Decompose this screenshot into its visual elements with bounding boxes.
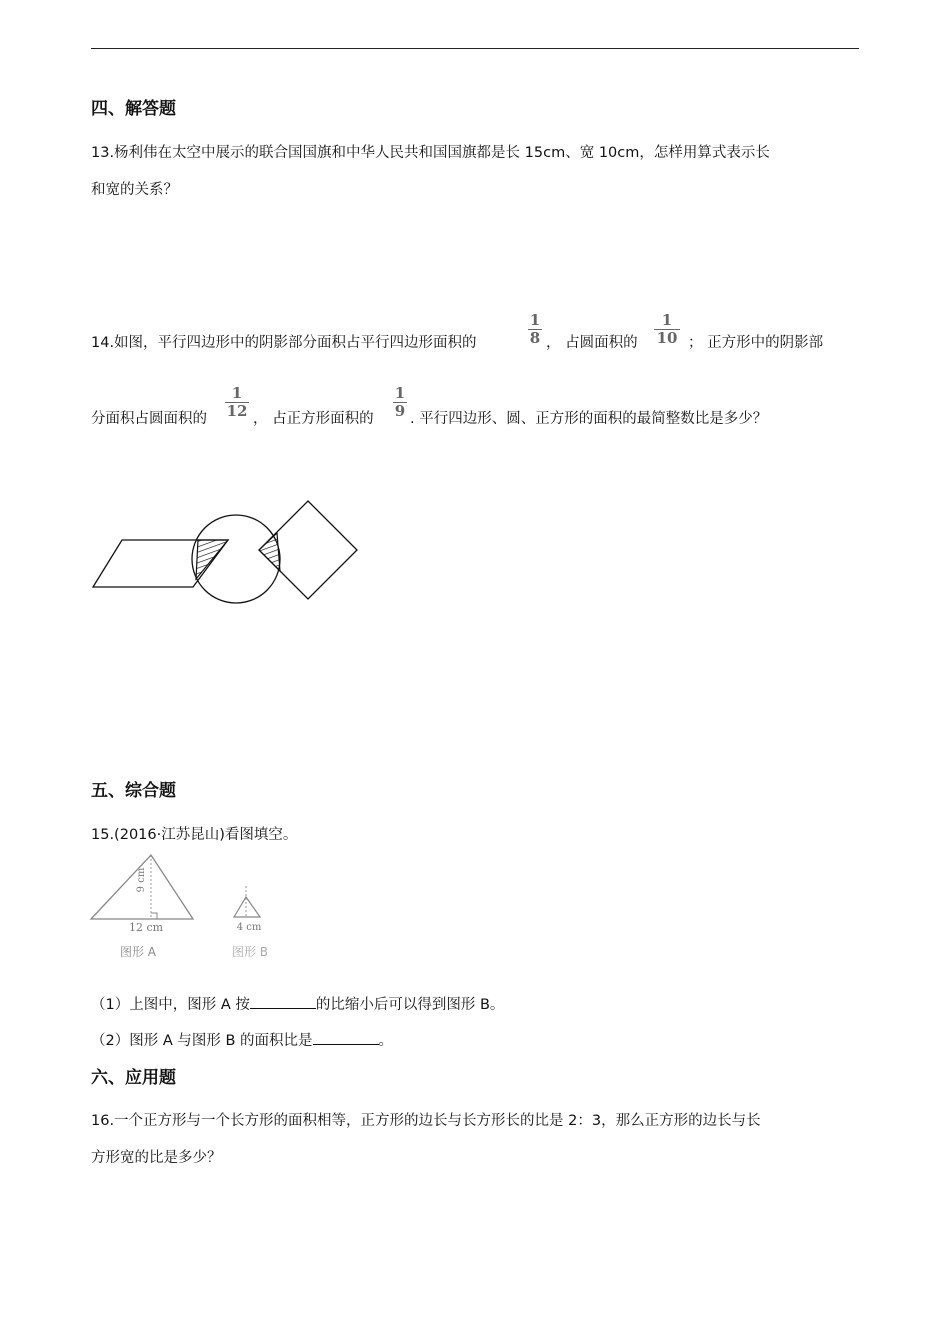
fraction-denominator: 10 (656, 329, 678, 347)
q15-part1-suffix: 的比缩小后可以得到图形 B。 (315, 997, 505, 1013)
right-angle-mark (151, 913, 157, 919)
section4-title: 四、解答题 (91, 99, 176, 119)
q14-seg5: ， 占正方形面积的 (253, 411, 374, 427)
q14-geometry-figure (88, 496, 363, 608)
triangle-a-base-label: 12 cm (128, 921, 164, 934)
q15-stem: 15.(2016·江苏昆山)看图填空。 (91, 827, 298, 843)
fraction-denominator: 8 (529, 329, 541, 347)
q15-part2 (91, 1029, 393, 1050)
fraction-numerator: 1 (529, 311, 541, 329)
q14-seg3: ； 正方形中的阴影部 (688, 335, 824, 351)
fraction-1-9 (393, 386, 407, 419)
fraction-numerator: 1 (394, 384, 406, 402)
section5-title: 五、综合题 (91, 781, 176, 801)
q14-seg2: ， 占圆面积的 (546, 335, 638, 351)
triangle-b (234, 897, 260, 917)
header-rule (91, 48, 859, 49)
q13-line2: 和宽的关系？ (91, 182, 178, 198)
q14-seg1: 14.如图，平行四边形中的阴影部分面积占平行四边形面积的 (91, 335, 477, 351)
fraction-1-8 (528, 313, 542, 346)
triangle-a-height-label: 9 cm (136, 867, 147, 893)
q15-part1-prefix: （1）上图中，图形 A 按 (91, 997, 250, 1013)
q15-part2-prefix: （2）图形 A 与图形 B 的面积比是 (91, 1033, 313, 1049)
q15-part1-blank[interactable] (250, 996, 316, 1009)
fraction-denominator: 9 (394, 402, 406, 420)
parallelogram-shaded-region (196, 540, 228, 579)
q15-part2-blank[interactable] (313, 1032, 379, 1045)
q14-seg4: 分面积占圆面积的 (91, 411, 207, 427)
fraction-numerator: 1 (231, 384, 243, 402)
q15-part2-suffix: 。 (378, 1033, 394, 1049)
fraction-denominator: 12 (226, 402, 248, 420)
q15-triangle-figure (86, 850, 286, 965)
triangle-b-caption: 图形 B (231, 945, 269, 959)
triangle-b-base-label: 4 cm (236, 922, 262, 933)
q13-line1: 13.杨利伟在太空中展示的联合国国旗和中华人民共和国国旗都是长 15cm、宽 10cm，怎样用算式表示长 (91, 145, 770, 161)
q16-line1: 16.一个正方形与一个长方形的面积相等，正方形的边长与长方形长的比是 2：3，那么正方形的边长与长 (91, 1113, 761, 1129)
fraction-1-10 (654, 313, 680, 346)
q15-part1 (91, 993, 504, 1014)
fraction-1-12 (225, 386, 249, 419)
fraction-numerator: 1 (661, 311, 673, 329)
section6-title: 六、应用题 (91, 1068, 176, 1088)
q14-seg6: . 平行四边形、圆、正方形的面积的最简整数比是多少？ (410, 411, 768, 427)
triangle-a-caption: 图形 A (119, 945, 157, 959)
q16-line2: 方形宽的比是多少？ (91, 1150, 222, 1166)
